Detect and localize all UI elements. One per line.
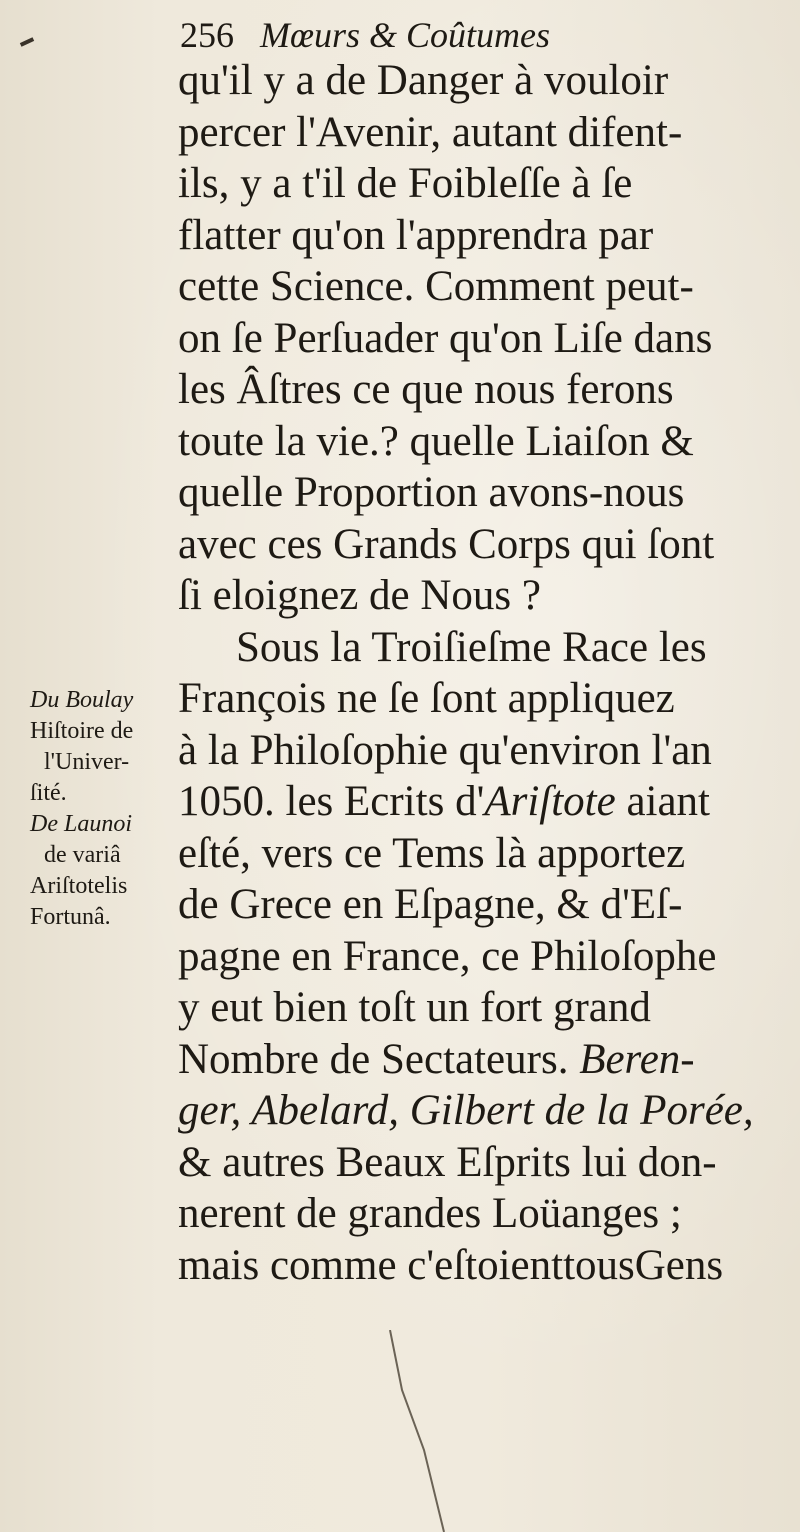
ink-mark [20, 37, 34, 47]
text-line: on ſe Perſuader qu'on Liſe dans [178, 314, 713, 362]
margin-note-author: De Launoi [30, 811, 132, 837]
text-line: les Âſtres ce que nous ferons [178, 366, 674, 413]
italic-name-berenger: Beren- [579, 1035, 695, 1083]
text-line: qu'il y a de Danger à vouloir [178, 57, 669, 104]
text-line: eſté, vers ce Tems là apportez [178, 829, 686, 877]
italic-names-line: ger, Abelard, Gilbert de la Porée, [178, 1087, 754, 1134]
text-line: avec ces Grands Corps qui ſont [178, 520, 715, 568]
margin-note: de variâ [44, 842, 121, 868]
text-segment: aiant [615, 778, 711, 825]
margin-note: Hiſtoire de [30, 718, 134, 744]
text-line: mais comme c'eſtoienttousGens [178, 1241, 724, 1289]
margin-note: Ariſtotelis [30, 873, 128, 899]
text-line: cette Science. Comment peut- [178, 263, 694, 310]
text-line: quelle Proportion avons-nous [178, 469, 685, 516]
marginal-notes [30, 685, 180, 933]
text-line: y eut bien toſt un fort grand [178, 984, 651, 1031]
text-line: à la Philoſophie qu'environ l'an [178, 726, 712, 774]
text-line [178, 776, 788, 828]
text-line: percer l'Avenir, autant difent- [178, 108, 683, 156]
text-line: & autres Beaux Eſprits lui don- [178, 1138, 717, 1186]
margin-note: l'Univer- [44, 749, 130, 775]
margin-note: Fortunâ. [30, 904, 111, 930]
text-segment: 1050. les Ecrits d' [178, 778, 485, 825]
italic-name-aristote: Ariſtote [484, 778, 616, 825]
page-number: 256 [180, 15, 234, 55]
text-line: pagne en France, ce Philoſophe [178, 932, 717, 980]
paper-crease-line [384, 1330, 464, 1532]
text-line: François ne ſe ſont appliquez [178, 675, 675, 722]
text-line: de Grece en Eſpagne, & d'Eſ- [178, 881, 683, 928]
text-line: flatter qu'on l'apprendra par [178, 211, 654, 259]
main-text [178, 55, 788, 1291]
margin-note: ſité. [30, 780, 67, 806]
margin-note-author: Du Boulay [30, 687, 134, 713]
text-line: ſi eloignez de Nous ? [178, 572, 542, 619]
text-segment: Nombre de Sectateurs. [178, 1035, 580, 1083]
text-line: toute la vie.? quelle Liaiſon & [178, 417, 694, 465]
paragraph-start-line: Sous la Troiſieſme Race les [236, 623, 707, 671]
running-header [180, 14, 740, 60]
running-title: Mœurs & Coûtumes [260, 15, 551, 55]
text-line: ils, y a t'il de Foibleſſe à ſe [178, 160, 633, 207]
text-line [178, 1034, 788, 1086]
text-line: nerent de grandes Loüanges ; [178, 1190, 682, 1237]
